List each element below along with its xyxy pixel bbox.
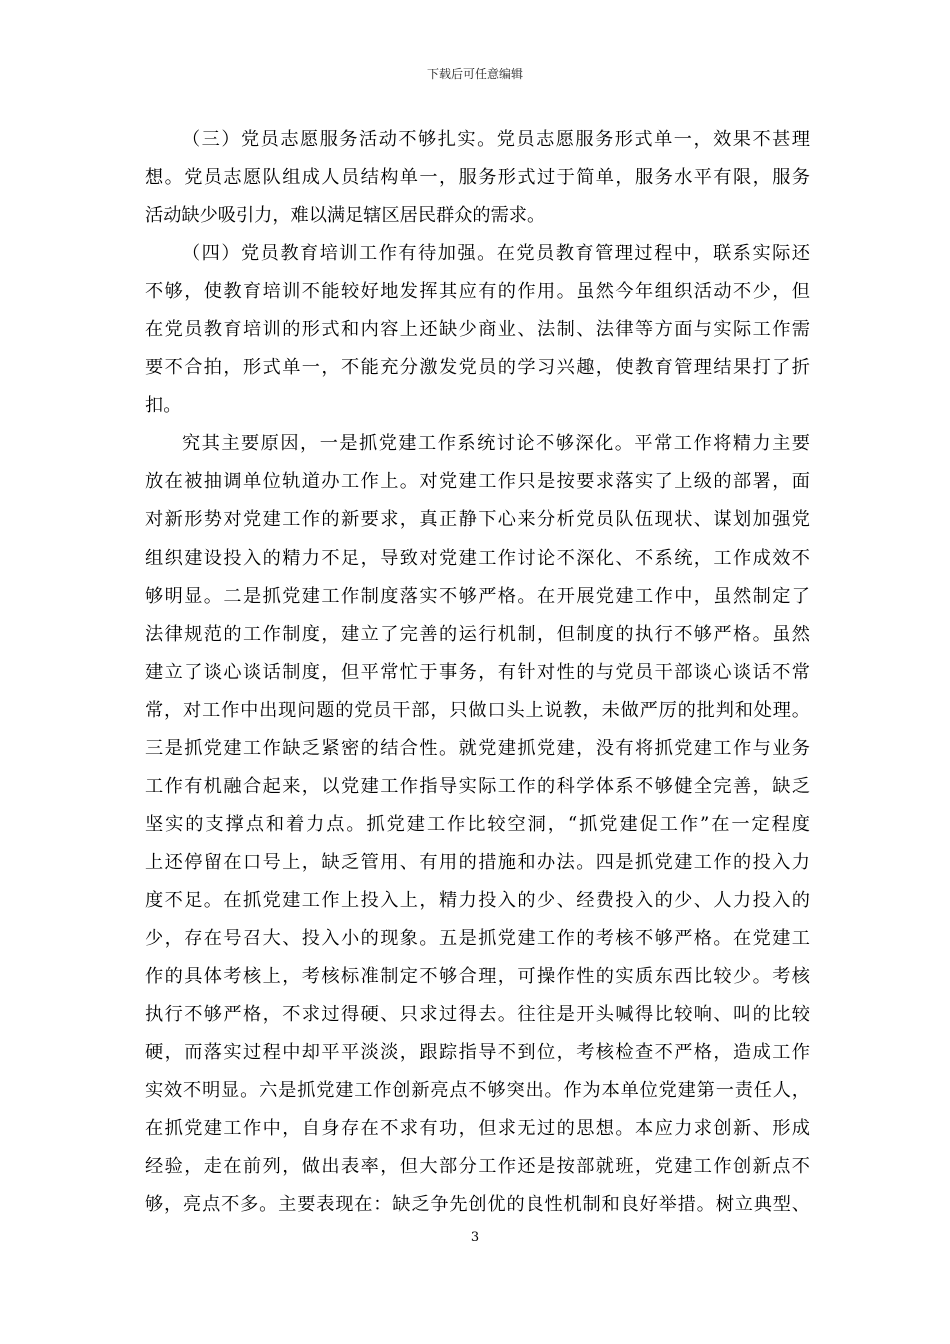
paragraph-line: 三是抓党建工作缺乏紧密的结合性。就党建抓党建，没有将抓党建工作与业务 bbox=[145, 737, 810, 759]
paragraph-line: 实效不明显。六是抓党建工作创新亮点不够突出。作为本单位党建第一责任人， bbox=[145, 1080, 810, 1102]
body-text bbox=[145, 121, 810, 1224]
page-number: 3 bbox=[470, 1230, 480, 1245]
paragraph-line: 对新形势对党建工作的新要求，真正静下心来分析党员队伍现状、谋划加强党 bbox=[145, 509, 810, 531]
paragraph-line: 要不合拍，形式单一，不能充分激发党员的学习兴趣，使教育管理结果打了折 bbox=[145, 357, 810, 379]
paragraph-line: 上还停留在口号上，缺乏管用、有用的措施和办法。四是抓党建工作的投入力 bbox=[145, 851, 810, 873]
paragraph-line: 工作有机融合起来，以党建工作指导实际工作的科学体系不够健全完善，缺乏 bbox=[145, 775, 810, 797]
paragraph-line: 组织建设投入的精力不足，导致对党建工作讨论不深化、不系统，工作成效不 bbox=[145, 547, 810, 569]
paragraph-line: 执行不够严格，不求过得硬、只求过得去。往往是开头喊得比较响、叫的比较 bbox=[145, 1004, 810, 1026]
paragraph-line: 在抓党建工作中，自身存在不求有功，但求无过的思想。本应力求创新、形成 bbox=[145, 1118, 810, 1140]
paragraph-line: 够，亮点不多。主要表现在：缺乏争先创优的良性机制和良好举措。树立典型、 bbox=[145, 1194, 810, 1216]
paragraph-line: 放在被抽调单位轨道办工作上。对党建工作只是按要求落实了上级的部署，面 bbox=[145, 471, 810, 493]
paragraph-line: 建立了谈心谈话制度，但平常忙于事务，有针对性的与党员干部谈心谈话不常 bbox=[145, 661, 810, 683]
page-header: 下载后可任意编辑 bbox=[426, 67, 523, 81]
paragraph-line: 作的具体考核上，考核标准制定不够合理，可操作性的实质东西比较少。考核 bbox=[145, 966, 810, 988]
paragraph-line: 够明显。二是抓党建工作制度落实不够严格。在开展党建工作中，虽然制定了 bbox=[145, 585, 810, 607]
paragraph-line: 硬，而落实过程中却平平淡淡，跟踪指导不到位，考核检查不严格，造成工作 bbox=[145, 1042, 810, 1064]
paragraph-line: 少，存在号召大、投入小的现象。五是抓党建工作的考核不够严格。在党建工 bbox=[145, 927, 810, 949]
paragraph-line: 扣。 bbox=[145, 395, 182, 417]
paragraph-line: 法律规范的工作制度，建立了完善的运行机制，但制度的执行不够严格。虽然 bbox=[145, 623, 810, 645]
paragraph-line: 活动缺少吸引力，难以满足辖区居民群众的需求。 bbox=[145, 205, 546, 227]
paragraph-line: （四）党员教育培训工作有待加强。在党员教育管理过程中，联系实际还 bbox=[182, 243, 810, 265]
paragraph-line: （三）党员志愿服务活动不够扎实。党员志愿服务形式单一，效果不甚理 bbox=[182, 129, 810, 150]
paragraph-line: 常，对工作中出现问题的党员干部，只做口头上说教，未做严厉的批判和处理。 bbox=[145, 699, 810, 721]
paragraph-line: 经验，走在前列，做出表率，但大部分工作还是按部就班，党建工作创新点不 bbox=[145, 1156, 810, 1178]
paragraph-line: 想。党员志愿队组成人员结构单一，服务形式过于简单，服务水平有限，服务 bbox=[145, 167, 810, 189]
paragraph-line: 度不足。在抓党建工作上投入上，精力投入的少、经费投入的少、人力投入的 bbox=[145, 889, 810, 911]
paragraph-line: 究其主要原因，一是抓党建工作系统讨论不够深化。平常工作将精力主要 bbox=[182, 433, 810, 455]
paragraph-line: 在党员教育培训的形式和内容上还缺少商业、法制、法律等方面与实际工作需 bbox=[145, 319, 810, 341]
paragraph-line: 坚实的支撑点和着力点。抓党建工作比较空洞，“抓党建促工作”在一定程度 bbox=[145, 813, 810, 835]
paragraph-line: 不够，使教育培训不能较好地发挥其应有的作用。虽然今年组织活动不少，但 bbox=[145, 281, 810, 303]
